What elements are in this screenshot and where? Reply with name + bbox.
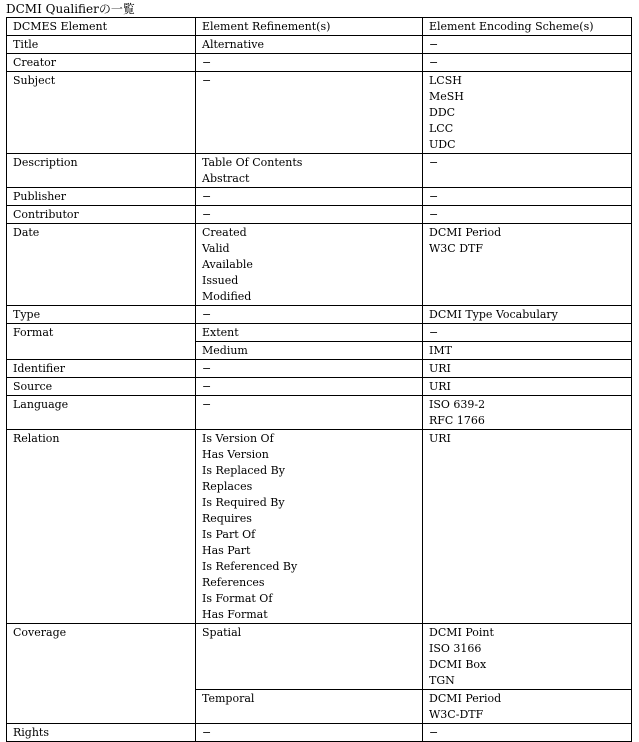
table-row <box>7 324 632 342</box>
element-cell: Title <box>7 36 196 54</box>
refinement-cell-line: Requires <box>202 512 252 525</box>
table-row <box>7 624 632 690</box>
refinement-cell-line: Modified <box>202 290 252 303</box>
scheme-cell-line: DCMI Box <box>429 658 487 671</box>
refinement-cell-line: Is Required By <box>202 496 285 509</box>
scheme-cell-line: LCSH <box>429 74 462 87</box>
scheme-cell-line: DDC <box>429 106 456 119</box>
refinement-cell <box>196 306 423 324</box>
element-cell: Relation <box>7 430 196 624</box>
scheme-cell <box>423 430 632 624</box>
refinement-cell-line: − <box>202 398 212 411</box>
refinement-cell-line: − <box>202 56 212 69</box>
element-cell: Identifier <box>7 360 196 378</box>
table-row <box>7 306 632 324</box>
scheme-cell-line: URI <box>429 380 451 393</box>
refinement-cell <box>196 396 423 430</box>
scheme-cell-line: − <box>429 208 439 221</box>
scheme-cell-line: − <box>429 726 439 739</box>
scheme-cell-line: W3C-DTF <box>429 708 484 721</box>
scheme-cell-line: URI <box>429 432 451 445</box>
scheme-cell-line: TGN <box>429 674 455 687</box>
element-cell: Creator <box>7 54 196 72</box>
table-row <box>7 378 632 396</box>
refinement-cell-line: Spatial <box>202 626 242 639</box>
element-cell: Rights <box>7 724 196 742</box>
refinement-cell-line: − <box>202 208 212 221</box>
scheme-cell-line: RFC 1766 <box>429 414 485 427</box>
scheme-cell <box>423 378 632 396</box>
header-row <box>7 18 632 36</box>
refinement-cell-line: − <box>202 726 212 739</box>
scheme-cell-line: ISO 639-2 <box>429 398 486 411</box>
refinement-cell <box>196 72 423 154</box>
refinement-cell <box>196 342 423 360</box>
scheme-cell-line: W3C DTF <box>429 242 484 255</box>
refinement-cell <box>196 54 423 72</box>
header-cell-schemes: Element Encoding Scheme(s) <box>423 18 632 36</box>
refinement-cell-line: Created <box>202 226 247 239</box>
scheme-cell <box>423 188 632 206</box>
scheme-cell-line: URI <box>429 362 451 375</box>
refinement-cell-line: Replaces <box>202 480 253 493</box>
refinement-cell-line: Is Replaced By <box>202 464 285 477</box>
element-cell: Format <box>7 324 196 360</box>
header-cell-element: DCMES Element <box>7 18 196 36</box>
scheme-cell <box>423 360 632 378</box>
refinement-cell-line: Extent <box>202 326 239 339</box>
table-row <box>7 154 632 188</box>
refinement-cell-line: Is Part Of <box>202 528 256 541</box>
table-row <box>7 724 632 742</box>
refinement-cell-line: Is Version Of <box>202 432 274 445</box>
refinement-cell-line: Is Format Of <box>202 592 273 605</box>
scheme-cell <box>423 206 632 224</box>
refinement-cell-line: Abstract <box>202 172 250 185</box>
table-row <box>7 430 632 624</box>
table-row <box>7 396 632 430</box>
refinement-cell <box>196 624 423 690</box>
element-cell: Description <box>7 154 196 188</box>
scheme-cell <box>423 724 632 742</box>
scheme-cell <box>423 342 632 360</box>
table-row <box>7 72 632 154</box>
element-cell: Contributor <box>7 206 196 224</box>
refinement-cell-line: − <box>202 380 212 393</box>
refinement-cell-line: Is Referenced By <box>202 560 298 573</box>
scheme-cell-line: UDC <box>429 138 456 151</box>
refinement-cell-line: Issued <box>202 274 239 287</box>
scheme-cell-line: − <box>429 326 439 339</box>
refinement-cell <box>196 378 423 396</box>
scheme-cell-line: − <box>429 190 439 203</box>
scheme-cell <box>423 54 632 72</box>
refinement-cell <box>196 690 423 724</box>
refinement-cell-line: Alternative <box>202 38 264 51</box>
scheme-cell <box>423 36 632 54</box>
refinement-cell <box>196 224 423 306</box>
scheme-cell <box>423 224 632 306</box>
scheme-cell-line: − <box>429 156 439 169</box>
table-row <box>7 224 632 306</box>
scheme-cell-line: DCMI Period <box>429 692 502 705</box>
scheme-cell <box>423 154 632 188</box>
scheme-cell <box>423 690 632 724</box>
element-cell: Type <box>7 306 196 324</box>
refinement-cell <box>196 324 423 342</box>
refinement-cell-line: Has Format <box>202 608 268 621</box>
refinement-cell <box>196 206 423 224</box>
element-cell: Language <box>7 396 196 430</box>
element-cell: Publisher <box>7 188 196 206</box>
table-row <box>7 188 632 206</box>
refinement-cell-line: Has Version <box>202 448 269 461</box>
refinement-cell-line: − <box>202 190 212 203</box>
refinement-cell-line: Medium <box>202 344 248 357</box>
header-cell-refinements: Element Refinement(s) <box>196 18 423 36</box>
scheme-cell-line: DCMI Point <box>429 626 494 639</box>
scheme-cell-line: ISO 3166 <box>429 642 482 655</box>
refinement-cell <box>196 360 423 378</box>
scheme-cell <box>423 324 632 342</box>
refinement-cell-line: References <box>202 576 265 589</box>
scheme-cell <box>423 624 632 690</box>
table-row <box>7 36 632 54</box>
refinement-cell-line: − <box>202 362 212 375</box>
scheme-cell <box>423 72 632 154</box>
refinement-cell <box>196 724 423 742</box>
scheme-cell-line: MeSH <box>429 90 464 103</box>
refinement-cell-line: Has Part <box>202 544 251 557</box>
scheme-cell-line: LCC <box>429 122 454 135</box>
refinement-cell-line: − <box>202 308 212 321</box>
refinement-cell-line: Table Of Contents <box>202 156 303 169</box>
table-row <box>7 360 632 378</box>
refinement-cell-line: Temporal <box>202 692 255 705</box>
scheme-cell-line: − <box>429 38 439 51</box>
refinement-cell-line: Available <box>202 258 253 271</box>
table-row <box>7 54 632 72</box>
scheme-cell <box>423 306 632 324</box>
table-caption: DCMI Qualifierの一覧 <box>6 2 135 16</box>
refinement-cell-line: − <box>202 74 212 87</box>
scheme-cell-line: − <box>429 56 439 69</box>
element-cell: Date <box>7 224 196 306</box>
refinement-cell <box>196 430 423 624</box>
refinement-cell <box>196 36 423 54</box>
refinement-cell <box>196 154 423 188</box>
element-cell: Subject <box>7 72 196 154</box>
table-row <box>7 206 632 224</box>
element-cell: Source <box>7 378 196 396</box>
refinement-cell-line: Valid <box>202 242 230 255</box>
scheme-cell-line: DCMI Period <box>429 226 502 239</box>
dcmi-qualifier-table <box>6 17 632 742</box>
table-body <box>7 18 632 742</box>
scheme-cell-line: IMT <box>429 344 452 357</box>
scheme-cell <box>423 396 632 430</box>
refinement-cell <box>196 188 423 206</box>
element-cell: Coverage <box>7 624 196 724</box>
scheme-cell-line: DCMI Type Vocabulary <box>429 308 558 321</box>
